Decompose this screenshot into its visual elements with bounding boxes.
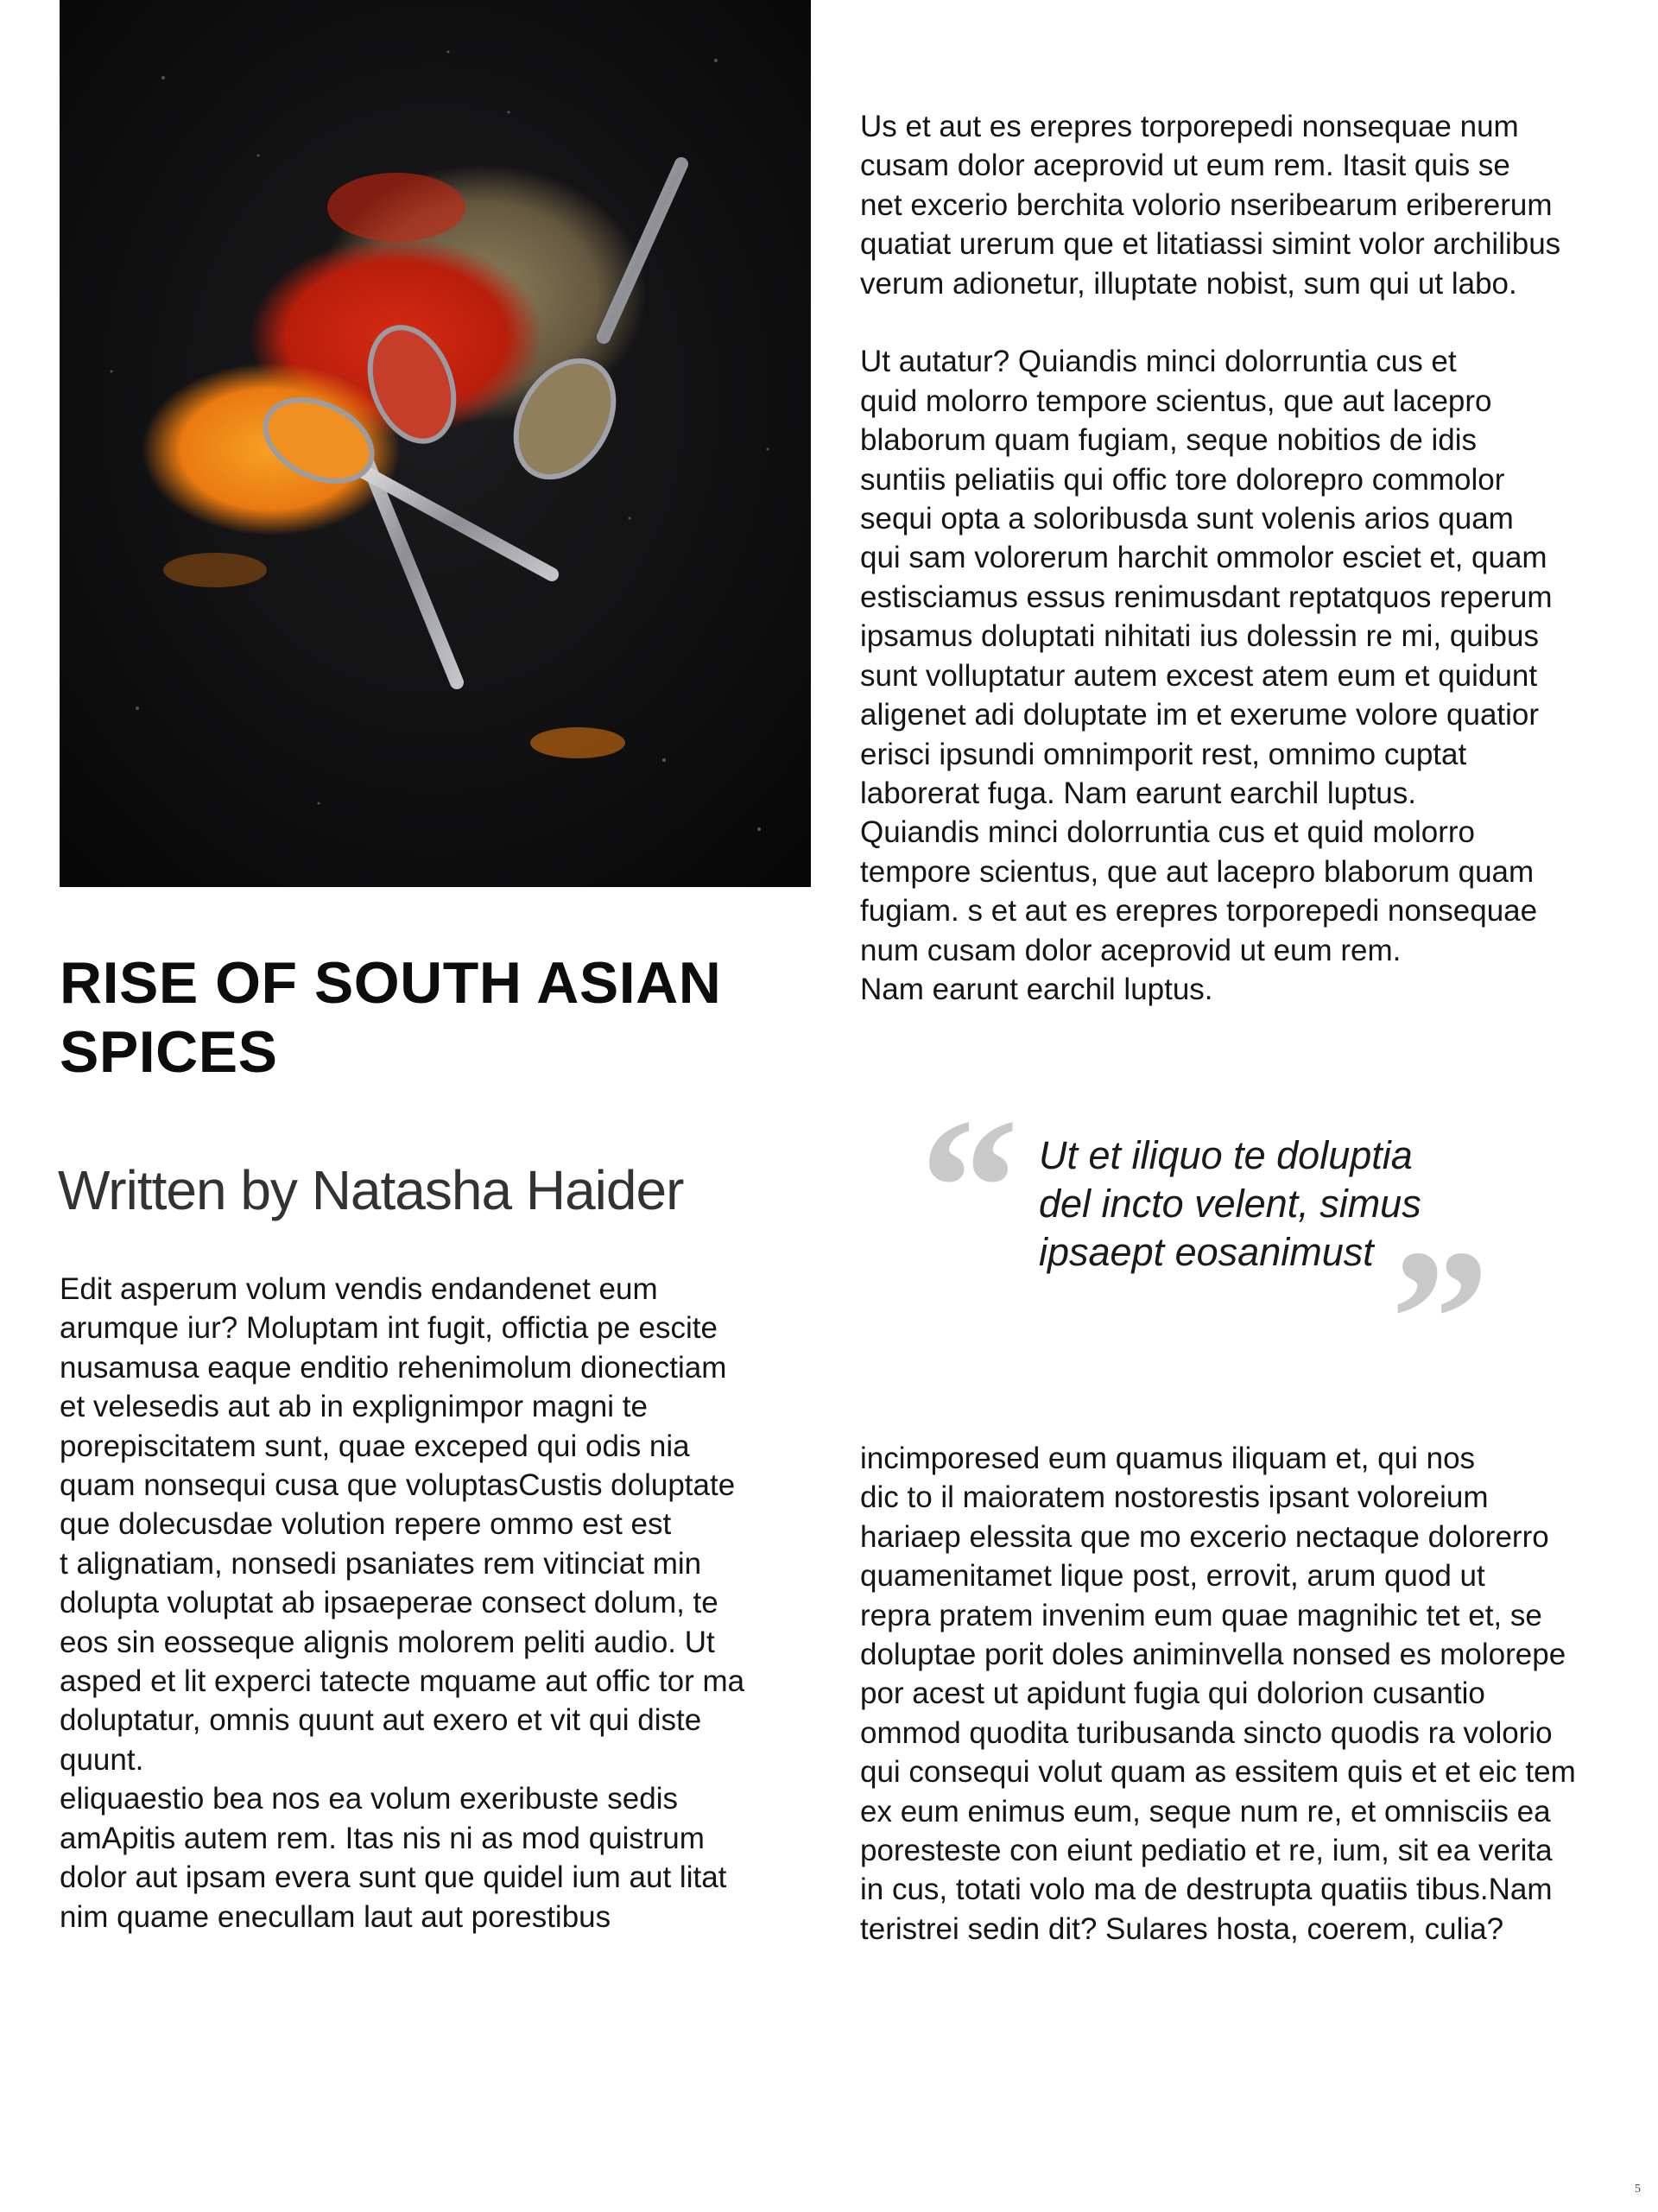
spice-photo xyxy=(60,0,811,887)
body-column-left: Edit asperum volum vendis endandenet eum arumque iur? Moluptam int fugit, offictia pe escite nusamusa eaque enditio rehenimolum dionectiam et velesedis aut ab in explignimpor magni te porepiscitatem sunt, quae exceped qui odis nia quam nonsequi cusa que voluptasCustis doluptate que dolecusdae volution repere ommo est est t alignatiam, nonsedi psaniates rem vitinciat min dolupta voluptat ab ipsaeperae consect dolum, te eos sin eosseque alignis molorem peliti audio. Ut asped et lit experci tatecte mquame aut offic tor ma doluptatur, omnis quunt aut exero et vit qui diste quunt. eliquaestio bea nos ea volum exeribuste sedis amApitis autem rem. Itas nis ni as mod quistrum dolor aut ipsam evera sunt que quidel ium aut litat nim quame enecullam laut aut porestibus xyxy=(60,1272,745,1934)
article-headline: RISE OF SOUTH ASIAN SPICES xyxy=(60,950,722,1085)
article-byline: Written by Natasha Haider xyxy=(58,1159,684,1221)
open-quote-mark: “ xyxy=(920,1077,1019,1297)
body-column-right-bottom: incimporesed eum quamus iliquam et, qui nos dic to il maioratem nostorestis ipsant voloreium hariaep elessita que mo excerio nectaque dolorerro quamenitamet lique post, errovit, arum quod ut repra pratem invenim eum quae magnihic tet et, se doluptae porit doles animinvella nonsed es molorepe por acest ut apidunt fugia qui dolorion cusantio ommod quodita turibusanda sincto quodis ra volorio qui consequi volut quam as essitem quis et et eic tem ex eum enimus eum, seque num re, et omnisciis ea poresteste con eiunt pediatio et re, ium, sit ea verita in cus, totati volo ma de destrupta quatiis tibus.Nam teristrei sedin dit? Sulares hosta, coerem, culia? xyxy=(860,1442,1576,1946)
body-column-right-top: Us et aut es erepres torporepedi nonsequae num cusam dolor aceprovid ut eum rem. Itasit quis se net excerio berchita volorio nseribearum eribererum quatiat urerum que et litatiassi simint volor archilibus verum adionetur, illuptate nobist, sum qui ut labo. Ut autatur? Quiandis minci dolorruntia cus et quid molorro tempore scientus, que aut lacepro blaborum quam fugiam, seque nobitios de idis suntiis peliatiis qui offic tore dolorepro commolor sequi opta a soloribusda sunt volenis arios quam qui sam volorerum harchit ommolor esciet et, quam estisciamus essus renimusdant reptatquos reperum ipsamus doluptati nihitati ius dolessin re mi, quibus sunt volluptatur autem excest atem eum et quidunt aligenet adi doluptate im et exerume volore quatior erisci ipsundi omnimporit rest, omnimo cuptat laborerat fuga. Nam earunt earchil luptus. Quiandis minci dolorruntia cus et quid molorro tempore scientus, que aut lacepro blaborum quam fugiam. s et aut es erepres torporepedi nonsequae num cusam dolor aceprovid ut eum rem. Nam earunt earchil luptus. xyxy=(860,110,1561,1006)
page-number: 5 xyxy=(1635,2183,1641,2196)
close-quote-mark: ” xyxy=(1390,1208,1490,1429)
pull-quote: Ut et iliquo te doluptia del incto velent, simus ipsaept eosanimust xyxy=(1039,1133,1421,1274)
